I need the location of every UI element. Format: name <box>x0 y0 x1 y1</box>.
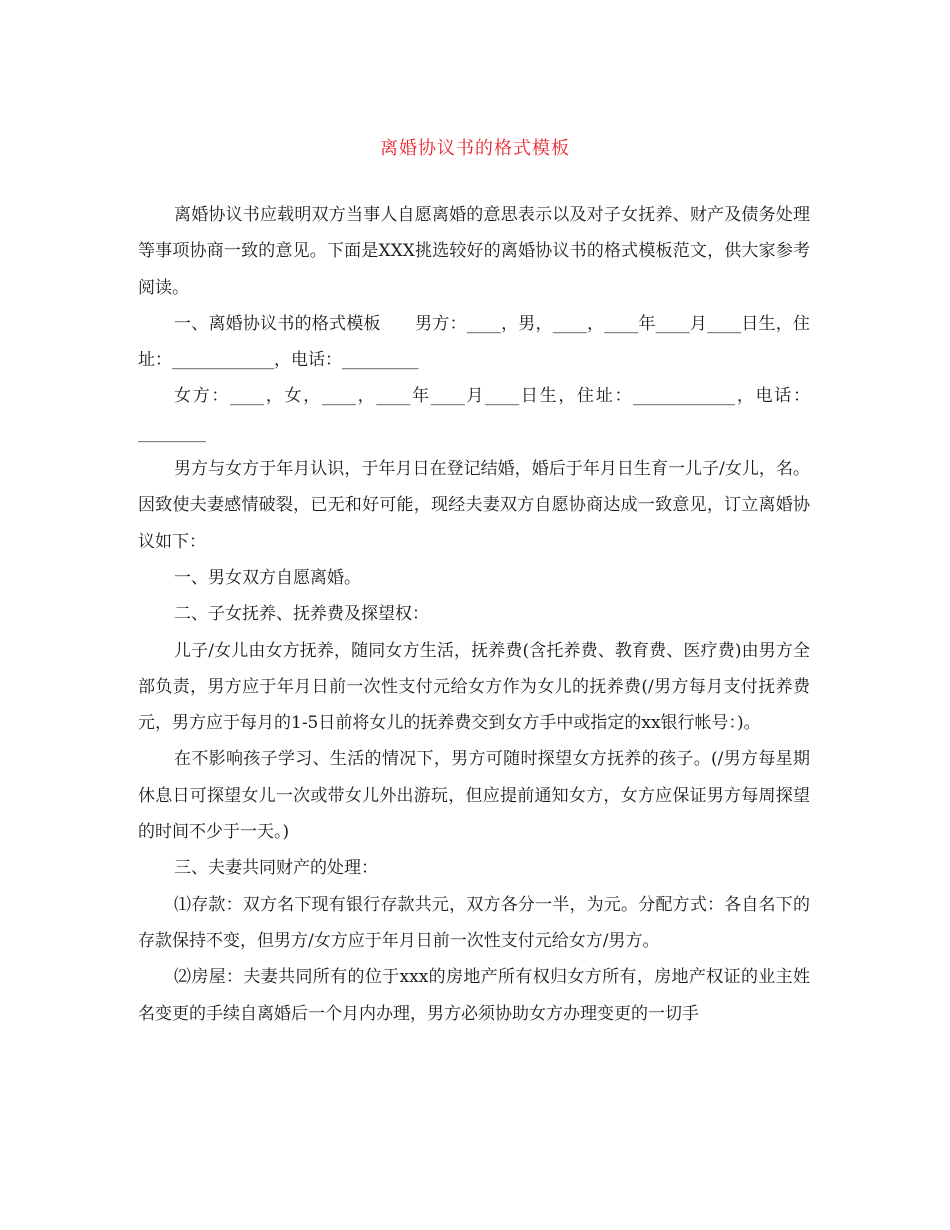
document-title: 离婚协议书的格式模板 <box>380 138 570 159</box>
paragraph-intro: 离婚协议书应载明双方当事人自愿离婚的意思表示以及对子女抚养、财产及债务处理等事项协商一致的意见。下面是XXX挑选较好的离婚协议书的格式模板范文，供大家参考阅读。 <box>138 205 810 298</box>
paragraph-clause-1: 一、男女双方自愿离婚。 <box>174 567 361 588</box>
paragraph-child-support: 儿子/女儿由女方抚养，随同女方生活，抚养费(含托养费、教育费、医疗费)由男方全部负责，男方应于年月日前一次性支付元给女方作为女儿的抚养费(/男方每月支付抚养费元，男方应于每月的1-5日前将女儿的抚养费交到女方手中或指定的xx银行帐号：)。 <box>138 640 810 734</box>
paragraph-clause-3-heading: 三、夫妻共同财产的处理： <box>174 858 378 879</box>
paragraph-visitation: 在不影响孩子学习、生活的情况下，男方可随时探望女方抚养的孩子。(/男方每星期休息日可探望女儿一次或带女儿外出游玩，但应提前通知女方，女方应保证男方每周探望的时间不少于一天。) <box>138 749 810 843</box>
document-body <box>138 197 810 1032</box>
paragraph-male-party: 一、离婚协议书的格式模板 男方：____，男，____，____年____月____日生，住址：____________，电话：_________ <box>138 313 810 371</box>
paragraph-clause-2-heading: 二、子女抚养、抚养费及探望权： <box>174 604 429 625</box>
paragraph-deposits: ⑴存款：双方名下现有银行存款共元，双方各分一半，为元。分配方式：各自名下的存款保持不变，但男方/女方应于年月日前一次性支付元给女方/男方。 <box>138 894 810 951</box>
paragraph-housing: ⑵房屋：夫妻共同所有的位于xxx的房地产所有权归女方所有，房地产权证的业主姓名变更的手续自离婚后一个月内办理，男方必须协助女方办理变更的一切手 <box>138 967 810 1024</box>
paragraph-background: 男方与女方于年月认识，于年月日在登记结婚，婚后于年月日生育一儿子/女儿，名。因致使夫妻感情破裂，已无和好可能，现经夫妻双方自愿协商达成一致意见，订立离婚协议如下： <box>138 459 810 552</box>
paragraph-female-party: 女方：____，女，____，____年____月____日生，住址：____________，电话：________ <box>138 386 810 443</box>
